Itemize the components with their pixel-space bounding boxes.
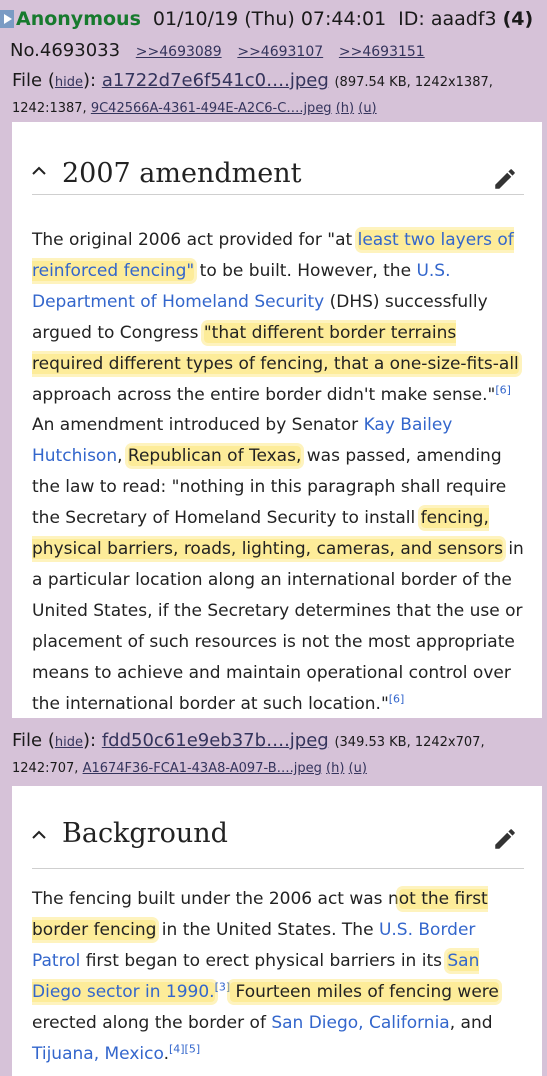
highlighted-text: "that different border terrains required different types of fencing, that a one-size-fits-all — [32, 322, 519, 374]
image-card-2007-amendment[interactable] — [12, 122, 542, 718]
citation-link[interactable]: [4][5] — [168, 1041, 201, 1055]
file-meta: (897.54 KB, 1242x1387, — [334, 75, 493, 90]
text: (DHS) successfully argued to Congress — [32, 291, 488, 343]
section-body — [32, 884, 524, 1069]
backlink[interactable]: >>4693151 — [338, 44, 425, 60]
wiki-link[interactable]: U.S. Department of Homeland Security — [32, 260, 451, 312]
text: , and — [449, 1012, 493, 1033]
text: The original 2006 act provided for "at — [32, 230, 358, 250]
file-dims: 1242:707, — [12, 761, 79, 776]
text: erected along the border of — [32, 1012, 272, 1033]
hide-file-link[interactable]: hide — [54, 75, 83, 90]
text: first began to erect physical barriers in its — [80, 950, 448, 971]
wiki-link[interactable]: Kay Bailey Hutchison — [32, 415, 453, 467]
section-header — [32, 786, 524, 869]
text: was passed, amending the law to read: "nothing in this paragraph shall require the Secretary of Homeland Security to install — [32, 446, 507, 529]
chevron-up-icon[interactable] — [32, 830, 44, 842]
paragraph — [32, 225, 524, 720]
post-datetime: 01/10/19 (Thu) 07:44:01 — [152, 8, 387, 30]
text: , — [117, 446, 128, 467]
wiki-link[interactable]: U.S. Border Patrol — [32, 919, 476, 971]
file-name-link[interactable]: a1722d7e6f541c0….jpeg — [101, 70, 329, 91]
file-label-suffix: ): — [82, 730, 97, 751]
highlighted-text[interactable]: least two layers of reinforced fencing" — [32, 230, 514, 281]
hide-file-link[interactable]: hide — [54, 735, 83, 750]
paragraph — [32, 884, 524, 1069]
chevron-up-icon[interactable] — [32, 166, 44, 178]
file-meta: (349.53 KB, 1242x707, — [334, 735, 485, 750]
highlighted-text: fencing, physical barriers, roads, lighting, cameras, and sensors — [32, 508, 503, 560]
file-info-1-line2 — [12, 101, 377, 116]
expand-arrow-icon[interactable] — [0, 10, 14, 28]
poster-post-count: (4) — [502, 8, 534, 30]
image-card-background[interactable] — [12, 786, 542, 1076]
highlighted-text: Republican of Texas, — [127, 446, 302, 467]
file-label: File ( — [12, 70, 55, 91]
original-filename-link[interactable]: A1674F36-FCA1-43A8-A097-B….jpeg — [82, 761, 322, 776]
poster-id[interactable]: ID: aaadf3 — [398, 8, 497, 30]
text: approach across the entire border didn't make sense." — [32, 384, 496, 405]
text: An amendment introduced by Senator — [32, 415, 364, 436]
post-number-line — [10, 40, 425, 61]
text: to be built. However, the — [194, 260, 417, 281]
original-filename-link[interactable]: 9C42566A-4361-494E-A2C6-C….jpeg — [90, 101, 332, 116]
citation-link[interactable]: [6] — [495, 382, 511, 396]
post-header — [0, 6, 533, 32]
citation-link[interactable]: [3] — [214, 980, 231, 994]
file-label: File ( — [12, 730, 55, 751]
section-body — [32, 225, 524, 720]
text: The fencing built under the 2006 act was n — [32, 889, 399, 909]
wiki-link[interactable]: Tijuana, Mexico — [32, 1043, 164, 1064]
section-title: Background — [62, 818, 228, 849]
text: . — [163, 1043, 169, 1064]
backlink[interactable]: >>4693107 — [237, 44, 324, 60]
text: in the United States. The — [156, 919, 379, 940]
edit-pencil-icon[interactable] — [492, 166, 518, 192]
file-h-link[interactable]: (h) — [326, 761, 345, 776]
file-dims: 1242:1387, — [12, 101, 87, 116]
post-number[interactable]: No.4693033 — [10, 40, 121, 61]
highlighted-text: Fourteen miles of fencing were — [230, 981, 499, 1002]
file-u-link[interactable]: (u) — [358, 101, 377, 116]
backlink[interactable]: >>4693089 — [135, 44, 222, 60]
file-label-suffix: ): — [82, 70, 97, 91]
file-u-link[interactable]: (u) — [348, 761, 367, 776]
file-info-2 — [12, 730, 485, 751]
citation-link[interactable]: [6] — [388, 691, 405, 705]
poster-name: Anonymous — [16, 8, 141, 30]
wiki-link[interactable]: San Diego, California — [271, 1012, 450, 1033]
highlighted-link[interactable]: San Diego sector in 1990. — [32, 950, 480, 1002]
file-name-link[interactable]: fdd50c61e9eb37b….jpeg — [101, 730, 329, 751]
file-h-link[interactable]: (h) — [335, 101, 355, 116]
edit-pencil-icon[interactable] — [492, 826, 518, 852]
text: in a particular location along an international border of the United States, if the Secretary determines that the use or placement of such resources is not the most appropriate means to achieve and maintain operational control over the international border at such location." — [32, 539, 524, 714]
section-title: 2007 amendment — [62, 158, 302, 189]
section-header — [32, 122, 524, 195]
highlighted-text: ot the first border fencing — [32, 889, 488, 940]
file-info-1 — [12, 70, 493, 91]
file-info-2-line2 — [12, 761, 367, 776]
